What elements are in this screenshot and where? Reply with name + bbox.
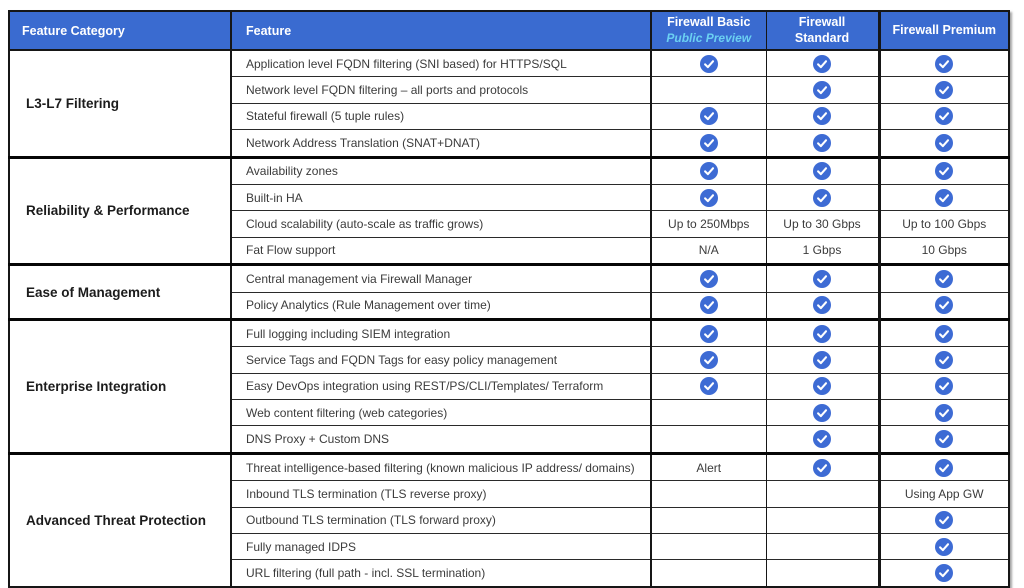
check-icon	[813, 459, 831, 477]
feature-row	[9, 319, 1009, 346]
check-icon	[935, 377, 953, 395]
check-icon	[935, 134, 953, 152]
check-icon	[700, 270, 718, 288]
feature-cell: Web content filtering (web categories)	[231, 400, 651, 426]
feature-cell: Threat intelligence-based filtering (known malicious IP address/ domains)	[231, 453, 651, 480]
feature-cell: Policy Analytics (Rule Management over time)	[231, 292, 651, 319]
value-cell-standard	[766, 507, 879, 533]
feature-cell: URL filtering (full path - incl. SSL termination)	[231, 560, 651, 587]
value-cell-premium	[879, 400, 1009, 426]
value-cell-standard	[766, 50, 879, 77]
check-icon	[700, 377, 718, 395]
value-cell-basic	[651, 560, 766, 587]
value-cell-premium	[879, 77, 1009, 103]
header-firewall-premium: Firewall Premium	[879, 11, 1009, 50]
value-cell-basic	[651, 265, 766, 292]
category-cell-enterprise-integration: Enterprise Integration	[9, 319, 231, 453]
value-cell-standard	[766, 426, 879, 453]
value-cell-standard	[766, 292, 879, 319]
value-cell-premium	[879, 157, 1009, 184]
firewall-comparison-table	[8, 10, 1010, 588]
feature-cell: Fully managed IDPS	[231, 534, 651, 560]
feature-cell: Service Tags and FQDN Tags for easy policy management	[231, 347, 651, 373]
value-cell-basic	[651, 184, 766, 210]
check-icon	[935, 325, 953, 343]
header-feature: Feature	[231, 11, 651, 50]
check-icon	[935, 564, 953, 582]
check-icon	[700, 189, 718, 207]
value-cell-basic	[651, 534, 766, 560]
feature-cell: DNS Proxy + Custom DNS	[231, 426, 651, 453]
check-icon	[700, 162, 718, 180]
value-cell-premium	[879, 507, 1009, 533]
value-cell-standard: 1 Gbps	[766, 237, 879, 264]
value-cell-basic	[651, 50, 766, 77]
check-icon	[813, 430, 831, 448]
check-icon	[813, 404, 831, 422]
value-cell-premium: Up to 100 Gbps	[879, 211, 1009, 237]
value-cell-premium	[879, 534, 1009, 560]
feature-cell: Outbound TLS termination (TLS forward proxy)	[231, 507, 651, 533]
value-cell-premium	[879, 50, 1009, 77]
feature-row	[9, 265, 1009, 292]
value-cell-standard	[766, 560, 879, 587]
value-cell-standard	[766, 453, 879, 480]
check-icon	[813, 81, 831, 99]
feature-row	[9, 157, 1009, 184]
value-cell-basic	[651, 157, 766, 184]
check-icon	[935, 270, 953, 288]
check-icon	[813, 351, 831, 369]
header-firewall-basic	[651, 11, 766, 50]
check-icon	[935, 162, 953, 180]
value-cell-standard	[766, 184, 879, 210]
value-cell-standard	[766, 319, 879, 346]
check-icon	[935, 189, 953, 207]
value-cell-basic	[651, 400, 766, 426]
value-cell-standard	[766, 373, 879, 399]
feature-cell: Central management via Firewall Manager	[231, 265, 651, 292]
value-cell-basic	[651, 130, 766, 157]
value-cell-standard	[766, 103, 879, 129]
value-cell-basic	[651, 373, 766, 399]
check-icon	[813, 377, 831, 395]
check-icon	[813, 296, 831, 314]
value-cell-basic	[651, 481, 766, 507]
value-cell-basic: N/A	[651, 237, 766, 264]
value-cell-basic: Up to 250Mbps	[651, 211, 766, 237]
value-cell-premium: 10 Gbps	[879, 237, 1009, 264]
feature-cell: Built-in HA	[231, 184, 651, 210]
value-cell-basic	[651, 77, 766, 103]
value-cell-basic	[651, 292, 766, 319]
value-cell-standard	[766, 130, 879, 157]
value-cell-basic	[651, 426, 766, 453]
value-cell-standard	[766, 265, 879, 292]
check-icon	[935, 351, 953, 369]
feature-cell: Network Address Translation (SNAT+DNAT)	[231, 130, 651, 157]
value-cell-premium	[879, 560, 1009, 587]
header-firewall-standard-line1: Firewall	[798, 14, 846, 29]
value-cell-standard	[766, 534, 879, 560]
check-icon	[700, 351, 718, 369]
value-cell-basic	[651, 347, 766, 373]
value-cell-standard	[766, 347, 879, 373]
check-icon	[935, 296, 953, 314]
check-icon	[813, 134, 831, 152]
value-cell-premium	[879, 265, 1009, 292]
check-icon	[935, 107, 953, 125]
check-icon	[935, 511, 953, 529]
feature-cell: Full logging including SIEM integration	[231, 319, 651, 346]
value-cell-premium	[879, 184, 1009, 210]
check-icon	[935, 430, 953, 448]
value-cell-premium: Using App GW	[879, 481, 1009, 507]
header-feature-category: Feature Category	[9, 11, 231, 50]
feature-cell: Stateful firewall (5 tuple rules)	[231, 103, 651, 129]
value-cell-premium	[879, 292, 1009, 319]
feature-cell: Cloud scalability (auto-scale as traffic grows)	[231, 211, 651, 237]
value-cell-premium	[879, 373, 1009, 399]
feature-cell: Availability zones	[231, 157, 651, 184]
check-icon	[813, 325, 831, 343]
value-cell-standard	[766, 157, 879, 184]
value-cell-premium	[879, 426, 1009, 453]
check-icon	[935, 81, 953, 99]
check-icon	[813, 107, 831, 125]
value-cell-standard	[766, 481, 879, 507]
value-cell-standard	[766, 400, 879, 426]
value-cell-premium	[879, 347, 1009, 373]
value-cell-standard: Up to 30 Gbps	[766, 211, 879, 237]
value-cell-premium	[879, 103, 1009, 129]
value-cell-basic: Alert	[651, 453, 766, 480]
value-cell-basic	[651, 103, 766, 129]
check-icon	[813, 270, 831, 288]
value-cell-premium	[879, 453, 1009, 480]
value-cell-premium	[879, 130, 1009, 157]
feature-cell: Network level FQDN filtering – all ports and protocols	[231, 77, 651, 103]
check-icon	[700, 134, 718, 152]
check-icon	[935, 404, 953, 422]
feature-row	[9, 50, 1009, 77]
feature-cell: Inbound TLS termination (TLS reverse proxy)	[231, 481, 651, 507]
category-cell-l3-l7-filtering: L3-L7 Filtering	[9, 50, 231, 157]
category-cell-reliability-performance: Reliability & Performance	[9, 157, 231, 265]
value-cell-basic	[651, 507, 766, 533]
check-icon	[813, 189, 831, 207]
feature-row	[9, 453, 1009, 480]
check-icon	[935, 538, 953, 556]
feature-cell: Easy DevOps integration using REST/PS/CLI/Templates/ Terraform	[231, 373, 651, 399]
header-firewall-standard	[766, 11, 879, 50]
value-cell-premium	[879, 319, 1009, 346]
category-cell-ease-of-management: Ease of Management	[9, 265, 231, 320]
feature-cell: Application level FQDN filtering (SNI based) for HTTPS/SQL	[231, 50, 651, 77]
header-firewall-standard-line2: Standard	[794, 30, 850, 45]
category-cell-advanced-threat-protection: Advanced Threat Protection	[9, 453, 231, 586]
check-icon	[935, 55, 953, 73]
check-icon	[813, 162, 831, 180]
check-icon	[700, 296, 718, 314]
check-icon	[700, 55, 718, 73]
value-cell-basic	[651, 319, 766, 346]
check-icon	[700, 325, 718, 343]
check-icon	[700, 107, 718, 125]
value-cell-standard	[766, 77, 879, 103]
public-preview-badge: Public Preview	[666, 30, 752, 45]
check-icon	[813, 55, 831, 73]
check-icon	[935, 459, 953, 477]
table-header-row	[9, 11, 1009, 50]
header-firewall-basic-title: Firewall Basic	[667, 15, 751, 30]
feature-cell: Fat Flow support	[231, 237, 651, 264]
